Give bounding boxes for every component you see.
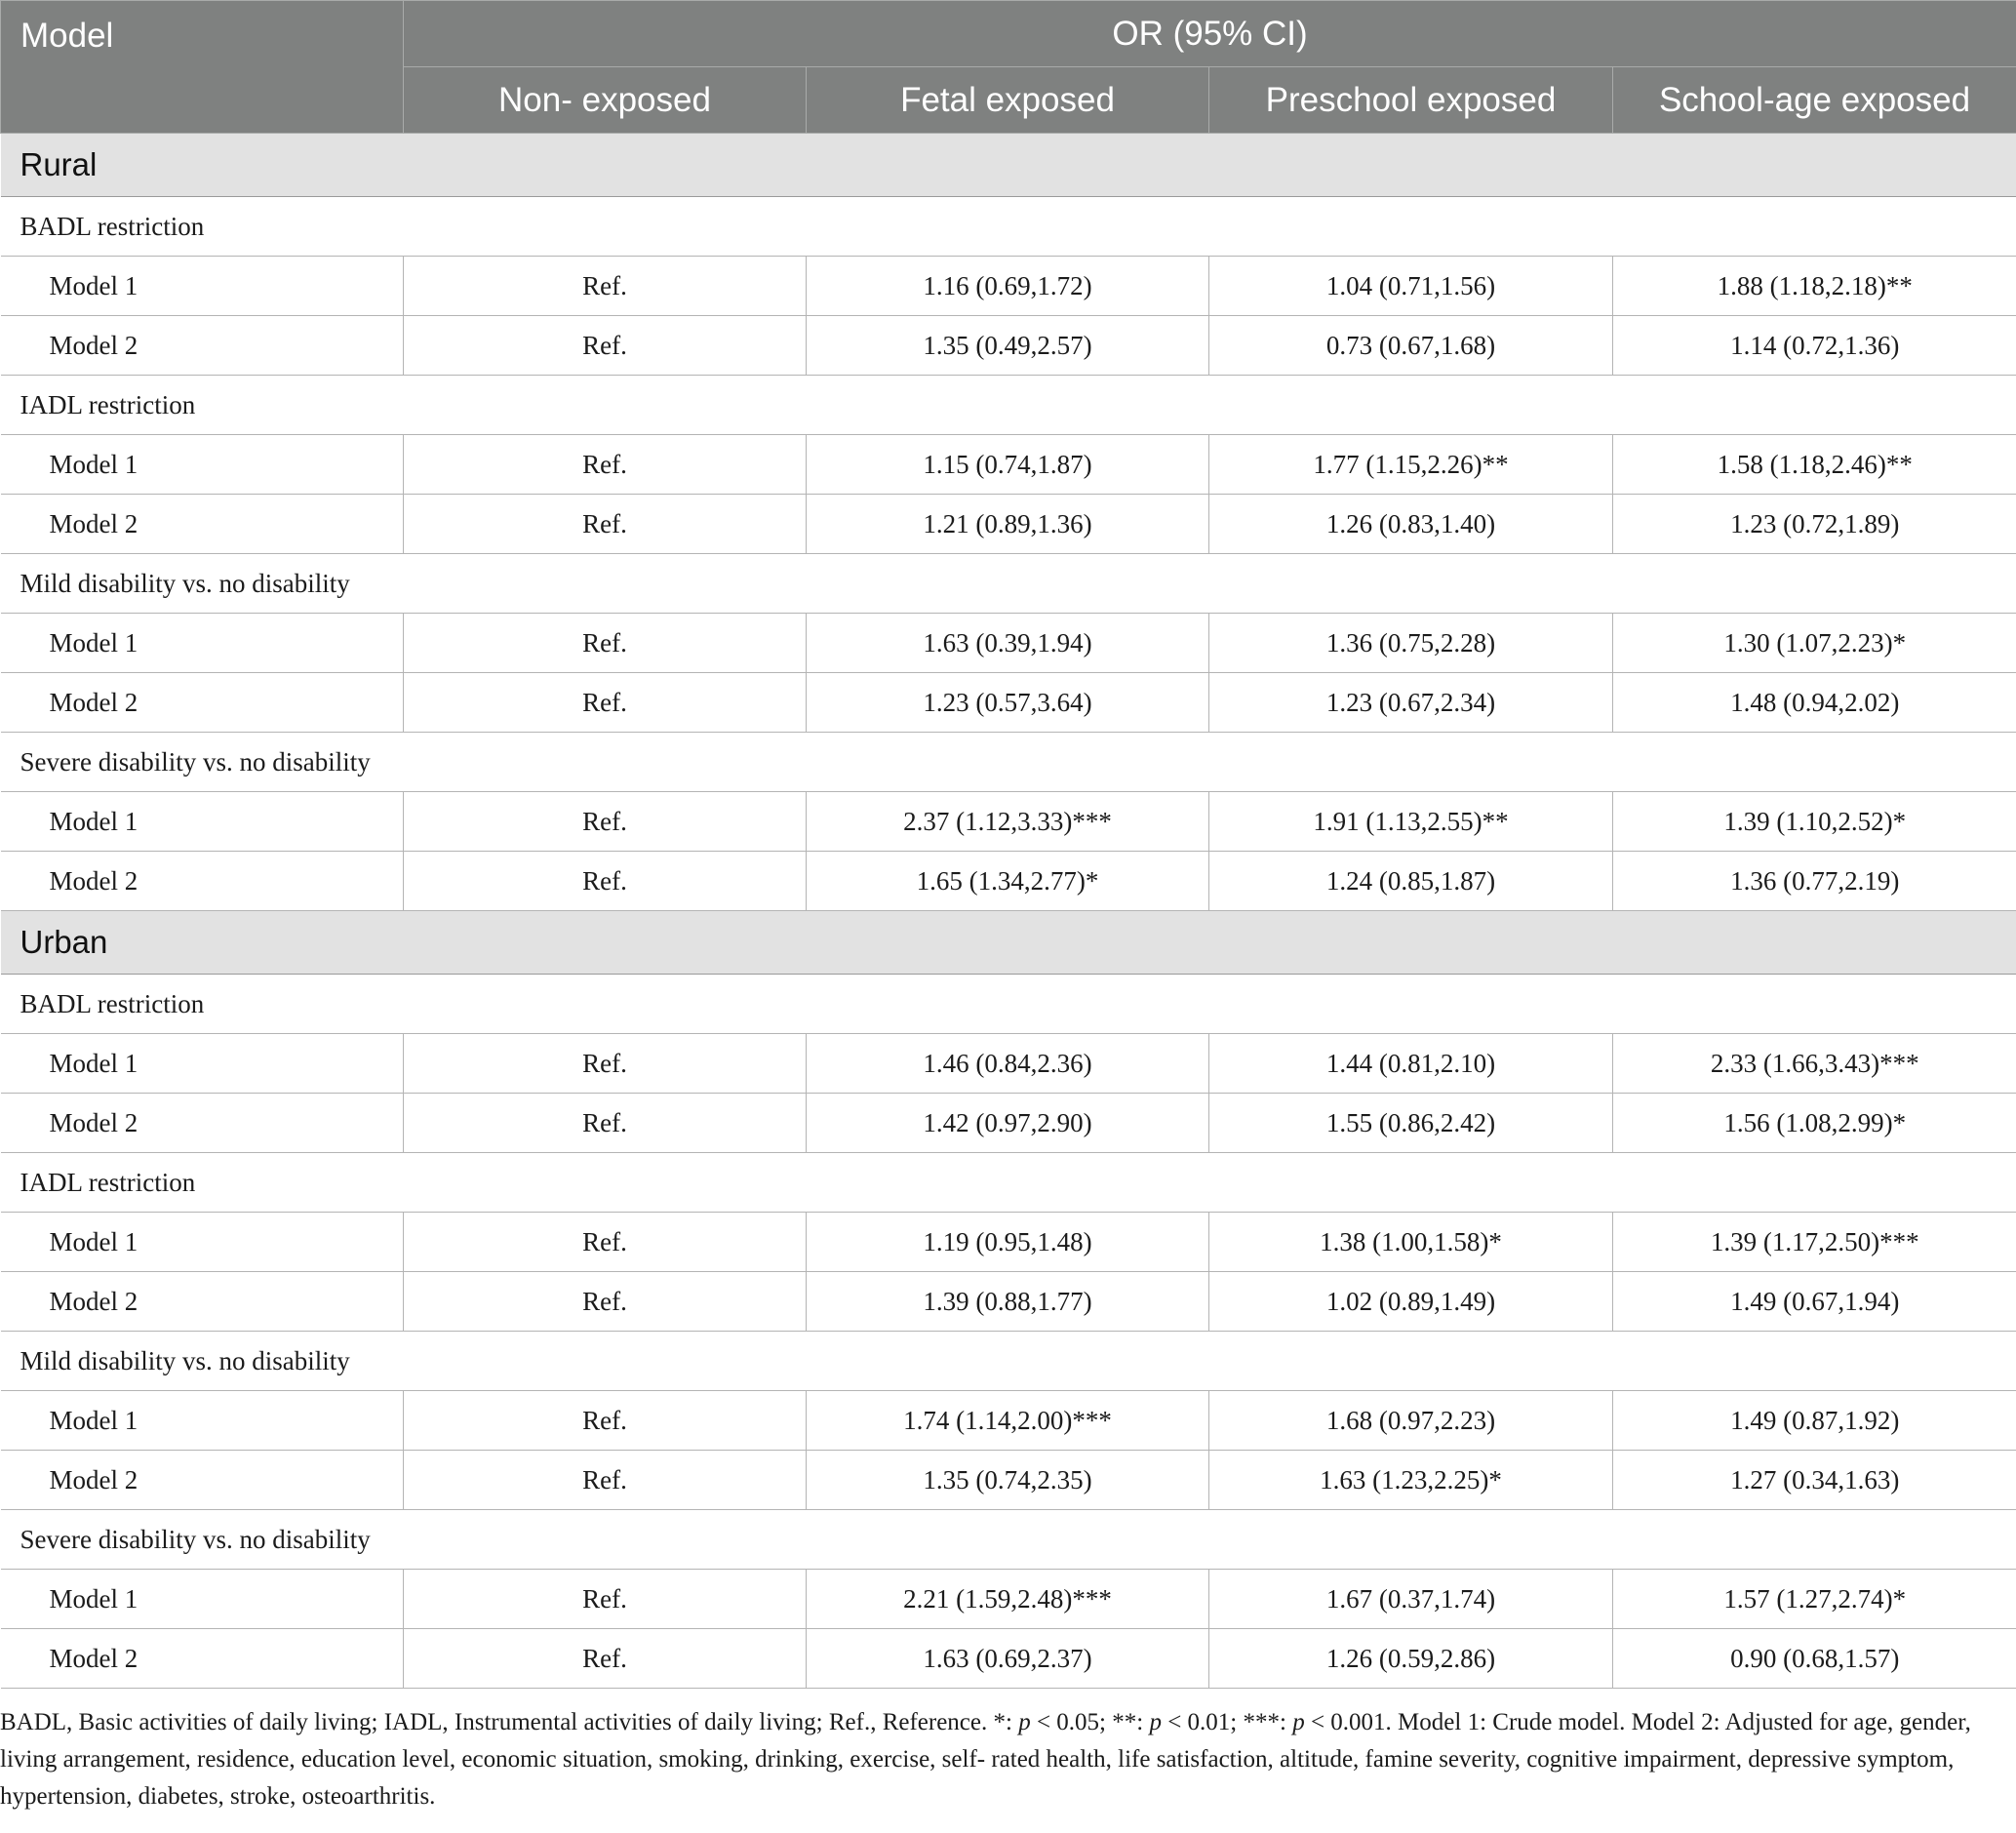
table-footnote: BADL, Basic activities of daily living; IADL, Instrumental activities of daily living; Ref., Reference. *: p < 0.05; **: p < 0.01; ***: p < 0.001. Model 1: Crude model. Model 2: Adjusted for age, gender, living arrangement, residence, education level, economic situation, smoking, drinking, exercise, self- rated health, life satisfaction, altitude, famine severity, cognitive impairment, depressive symptom, hypertension, diabetes, stroke, osteoarthritis. — [0, 1709, 1971, 1810]
table-cell: 0.73 (0.67,1.68) — [1209, 316, 1613, 376]
table-row — [1, 1451, 2016, 1510]
table-cell: 1.36 (0.77,2.19) — [1613, 852, 2016, 911]
table-cell: Ref. — [404, 1570, 807, 1629]
table-cell: 1.57 (1.27,2.74)* — [1613, 1570, 2016, 1629]
header-preschool-exposed: Preschool exposed — [1209, 67, 1613, 134]
group-label: Severe disability vs. no disability — [1, 733, 2016, 792]
table-cell: Ref. — [404, 435, 807, 495]
group-row — [1, 554, 2016, 614]
table-cell: 1.36 (0.75,2.28) — [1209, 614, 1613, 673]
section-row — [1, 911, 2016, 975]
table-row — [1, 316, 2016, 376]
table-cell: 1.91 (1.13,2.55)** — [1209, 792, 1613, 852]
group-label: Mild disability vs. no disability — [1, 554, 2016, 614]
table-row — [1, 495, 2016, 554]
table-cell: 2.21 (1.59,2.48)*** — [807, 1570, 1209, 1629]
table-cell: 1.26 (0.83,1.40) — [1209, 495, 1613, 554]
table-row — [1, 673, 2016, 733]
model-label: Model 2 — [1, 316, 404, 376]
table-cell: 1.24 (0.85,1.87) — [1209, 852, 1613, 911]
table-cell: 1.65 (1.34,2.77)* — [807, 852, 1209, 911]
table-cell: Ref. — [404, 257, 807, 316]
table-cell: 1.38 (1.00,1.58)* — [1209, 1213, 1613, 1272]
table-cell: Ref. — [404, 1213, 807, 1272]
group-label: Mild disability vs. no disability — [1, 1332, 2016, 1391]
group-row — [1, 376, 2016, 435]
table-cell: 1.67 (0.37,1.74) — [1209, 1570, 1613, 1629]
table-body — [1, 134, 2016, 1689]
table-cell: 1.44 (0.81,2.10) — [1209, 1034, 1613, 1094]
table-cell: Ref. — [404, 852, 807, 911]
model-label: Model 2 — [1, 1629, 404, 1689]
table-cell: Ref. — [404, 1034, 807, 1094]
model-label: Model 1 — [1, 435, 404, 495]
group-row — [1, 1332, 2016, 1391]
model-label: Model 2 — [1, 1094, 404, 1153]
table-cell: 1.19 (0.95,1.48) — [807, 1213, 1209, 1272]
table-cell: 1.14 (0.72,1.36) — [1613, 316, 2016, 376]
table-cell: 1.74 (1.14,2.00)*** — [807, 1391, 1209, 1451]
table-row — [1, 1094, 2016, 1153]
model-label: Model 1 — [1, 792, 404, 852]
table-cell: 1.63 (0.39,1.94) — [807, 614, 1209, 673]
table-cell: 1.56 (1.08,2.99)* — [1613, 1094, 2016, 1153]
table-row — [1, 435, 2016, 495]
section-label: Rural — [1, 134, 2016, 197]
table-cell: 1.15 (0.74,1.87) — [807, 435, 1209, 495]
table-row — [1, 257, 2016, 316]
table-row — [1, 1034, 2016, 1094]
table-cell: Ref. — [404, 316, 807, 376]
table-row — [1, 792, 2016, 852]
table-cell: 1.63 (1.23,2.25)* — [1209, 1451, 1613, 1510]
table-cell: Ref. — [404, 1629, 807, 1689]
table-cell: 2.37 (1.12,3.33)*** — [807, 792, 1209, 852]
table-cell: 1.39 (0.88,1.77) — [807, 1272, 1209, 1332]
table-cell: Ref. — [404, 1094, 807, 1153]
table-cell: 1.02 (0.89,1.49) — [1209, 1272, 1613, 1332]
table-row — [1, 1629, 2016, 1689]
model-label: Model 1 — [1, 1391, 404, 1451]
table-row — [1, 1272, 2016, 1332]
group-row — [1, 1510, 2016, 1570]
table-cell: 1.30 (1.07,2.23)* — [1613, 614, 2016, 673]
table-cell: 1.35 (0.74,2.35) — [807, 1451, 1209, 1510]
table-cell: 1.46 (0.84,2.36) — [807, 1034, 1209, 1094]
table-cell: 1.23 (0.57,3.64) — [807, 673, 1209, 733]
table-cell: Ref. — [404, 614, 807, 673]
table-cell: Ref. — [404, 1391, 807, 1451]
table-cell: Ref. — [404, 495, 807, 554]
table-cell: 1.27 (0.34,1.63) — [1613, 1451, 2016, 1510]
model-label: Model 2 — [1, 852, 404, 911]
header-school-age-exposed: School-age exposed — [1613, 67, 2016, 134]
table-cell: 1.49 (0.67,1.94) — [1613, 1272, 2016, 1332]
group-label: IADL restriction — [1, 376, 2016, 435]
table-cell: 1.26 (0.59,2.86) — [1209, 1629, 1613, 1689]
section-label: Urban — [1, 911, 2016, 975]
group-row — [1, 197, 2016, 257]
group-label: Severe disability vs. no disability — [1, 1510, 2016, 1570]
table-cell: 1.49 (0.87,1.92) — [1613, 1391, 2016, 1451]
table-cell: 1.21 (0.89,1.36) — [807, 495, 1209, 554]
table-cell: Ref. — [404, 1451, 807, 1510]
model-label: Model 2 — [1, 673, 404, 733]
table-cell: 1.39 (1.17,2.50)*** — [1613, 1213, 2016, 1272]
table-cell: 1.77 (1.15,2.26)** — [1209, 435, 1613, 495]
table-row — [1, 1391, 2016, 1451]
group-row — [1, 1153, 2016, 1213]
model-label: Model 2 — [1, 495, 404, 554]
model-label: Model 1 — [1, 257, 404, 316]
header-or-ci: OR (95% CI) — [404, 1, 2016, 67]
table-cell: 1.63 (0.69,2.37) — [807, 1629, 1209, 1689]
model-label: Model 2 — [1, 1272, 404, 1332]
table-cell: Ref. — [404, 1272, 807, 1332]
table-cell: 1.39 (1.10,2.52)* — [1613, 792, 2016, 852]
table-row — [1, 852, 2016, 911]
table-cell: Ref. — [404, 792, 807, 852]
table-cell: 1.48 (0.94,2.02) — [1613, 673, 2016, 733]
model-label: Model 1 — [1, 1213, 404, 1272]
table-cell: 1.23 (0.67,2.34) — [1209, 673, 1613, 733]
table-cell: 1.55 (0.86,2.42) — [1209, 1094, 1613, 1153]
model-label: Model 1 — [1, 614, 404, 673]
section-row — [1, 134, 2016, 197]
table-cell: 1.58 (1.18,2.46)** — [1613, 435, 2016, 495]
group-label: IADL restriction — [1, 1153, 2016, 1213]
table-cell: 1.88 (1.18,2.18)** — [1613, 257, 2016, 316]
group-label: BADL restriction — [1, 975, 2016, 1034]
group-label: BADL restriction — [1, 197, 2016, 257]
table-cell: Ref. — [404, 673, 807, 733]
table-cell: 1.35 (0.49,2.57) — [807, 316, 1209, 376]
table-cell: 0.90 (0.68,1.57) — [1613, 1629, 2016, 1689]
table-cell: 1.04 (0.71,1.56) — [1209, 257, 1613, 316]
model-label: Model 1 — [1, 1570, 404, 1629]
group-row — [1, 733, 2016, 792]
group-row — [1, 975, 2016, 1034]
table-cell: 1.68 (0.97,2.23) — [1209, 1391, 1613, 1451]
table-cell: 1.16 (0.69,1.72) — [807, 257, 1209, 316]
table-row — [1, 614, 2016, 673]
model-label: Model 2 — [1, 1451, 404, 1510]
table-cell: 1.42 (0.97,2.90) — [807, 1094, 1209, 1153]
header-row-top — [1, 1, 2016, 67]
table-row — [1, 1570, 2016, 1629]
header-non-exposed: Non- exposed — [404, 67, 807, 134]
header-model: Model — [1, 1, 404, 134]
model-label: Model 1 — [1, 1034, 404, 1094]
table-cell: 2.33 (1.66,3.43)*** — [1613, 1034, 2016, 1094]
header-fetal-exposed: Fetal exposed — [807, 67, 1209, 134]
table-row — [1, 1213, 2016, 1272]
table-cell: 1.23 (0.72,1.89) — [1613, 495, 2016, 554]
